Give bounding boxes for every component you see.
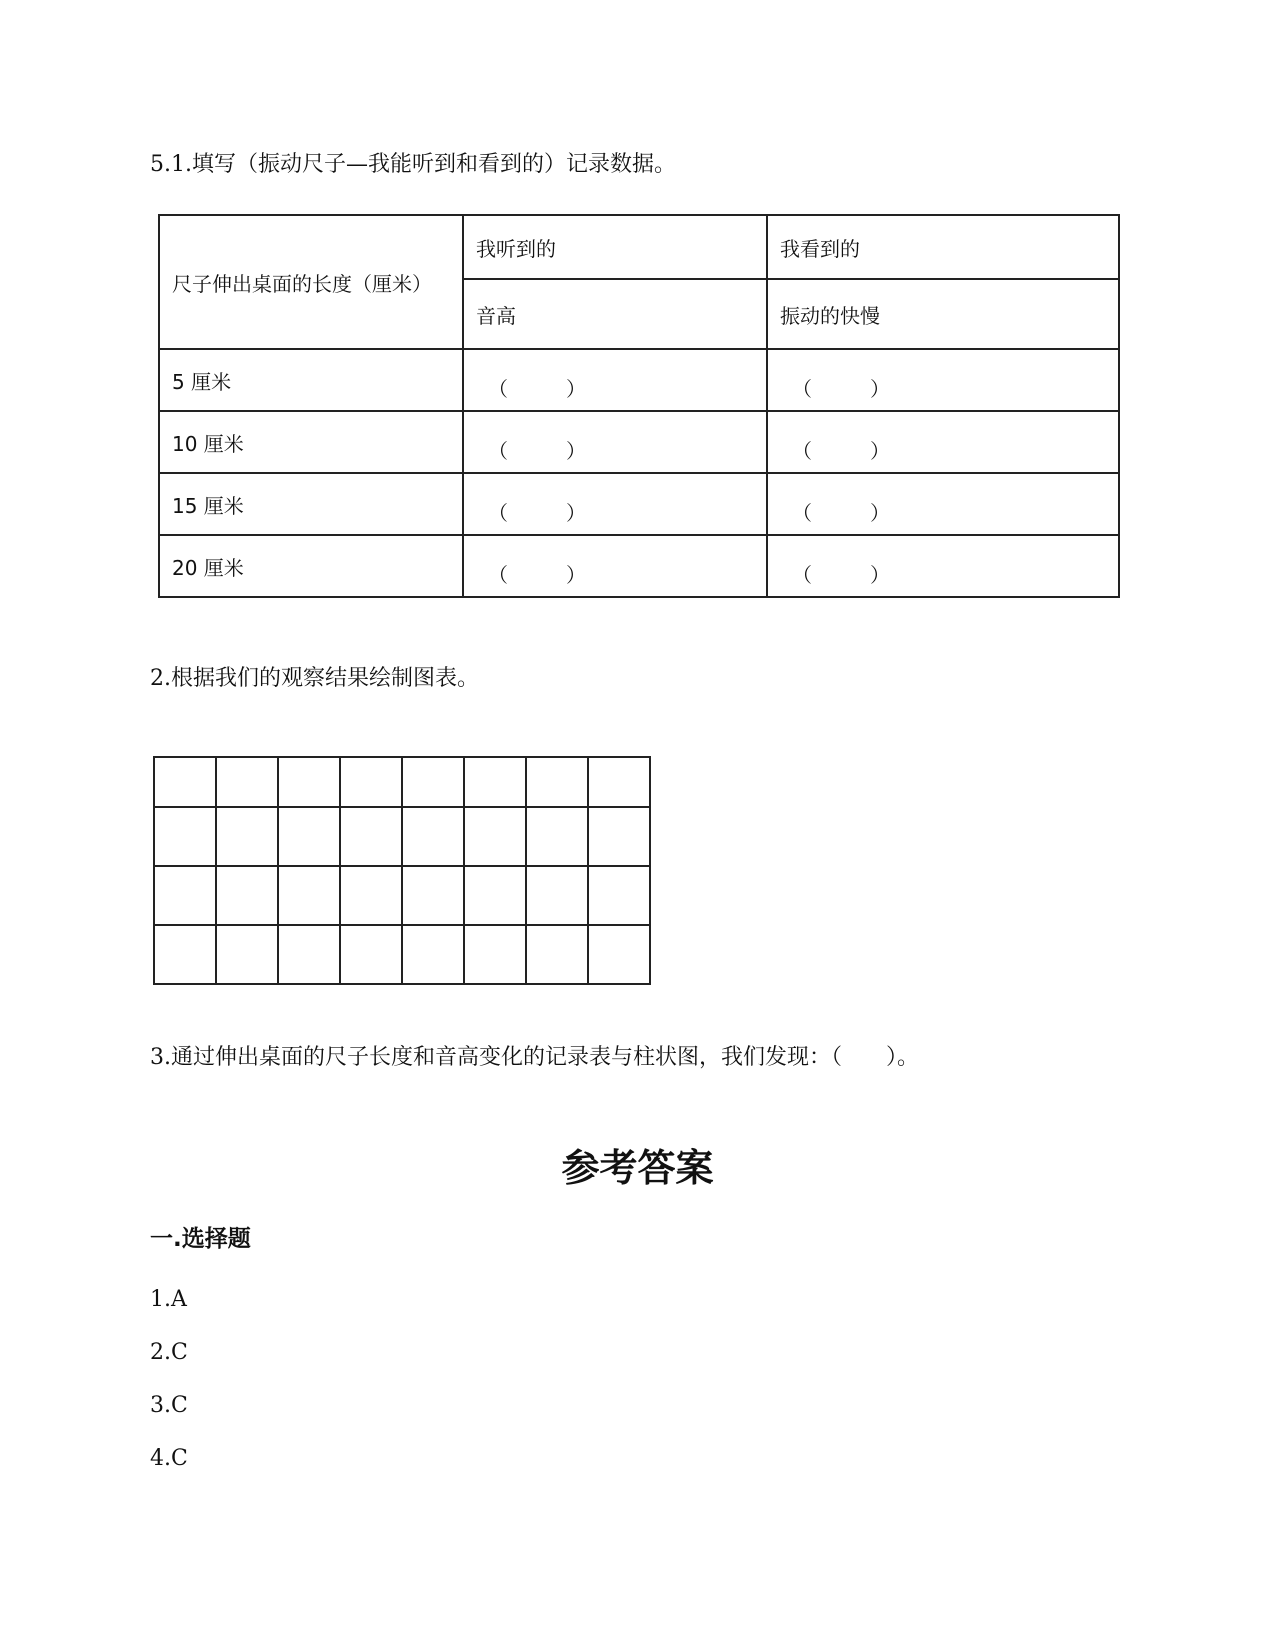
grid-cell[interactable] <box>526 866 588 925</box>
grid-cell[interactable] <box>216 757 278 807</box>
vibration-blank[interactable] <box>767 473 1119 535</box>
pitch-blank[interactable] <box>463 411 767 473</box>
grid-cell[interactable] <box>278 807 340 866</box>
row-length: 5 厘米 <box>159 349 463 411</box>
grid-cell[interactable] <box>216 866 278 925</box>
grid-cell[interactable] <box>464 925 526 984</box>
close-paren: ） <box>566 439 586 463</box>
grid-cell[interactable] <box>402 757 464 807</box>
open-paren: （ <box>488 563 508 587</box>
grid-cell[interactable] <box>526 925 588 984</box>
record-table <box>158 214 1120 598</box>
grid-cell[interactable] <box>588 757 650 807</box>
open-paren: （ <box>792 377 812 401</box>
open-paren: （ <box>792 563 812 587</box>
vibration-blank[interactable] <box>767 411 1119 473</box>
grid-cell[interactable] <box>154 757 216 807</box>
grid-cell[interactable] <box>402 866 464 925</box>
grid-cell[interactable] <box>588 807 650 866</box>
grid-cell[interactable] <box>464 757 526 807</box>
grid-cell[interactable] <box>340 807 402 866</box>
grid-cell[interactable] <box>154 866 216 925</box>
question-2-text: 2.根据我们的观察结果绘制图表。 <box>150 666 479 691</box>
pitch-blank[interactable] <box>463 473 767 535</box>
grid-cell[interactable] <box>154 807 216 866</box>
vibration-blank[interactable] <box>767 349 1119 411</box>
subheader-vibration-speed: 振动的快慢 <box>767 279 1119 349</box>
grid-cell[interactable] <box>216 925 278 984</box>
close-paren: ） <box>566 563 586 587</box>
question-1-text: 5.1.填写（振动尺子—我能听到和看到的）记录数据。 <box>150 152 676 177</box>
grid-cell[interactable] <box>526 757 588 807</box>
close-paren: ） <box>870 377 890 401</box>
pitch-blank[interactable] <box>463 535 767 597</box>
header-seen: 我看到的 <box>767 215 1119 279</box>
grid-cell[interactable] <box>340 866 402 925</box>
grid-cell[interactable] <box>588 925 650 984</box>
close-paren: ） <box>870 563 890 587</box>
header-length: 尺子伸出桌面的长度（厘米） <box>159 215 463 349</box>
answer-item: 2.C <box>150 1340 188 1365</box>
row-length: 15 厘米 <box>159 473 463 535</box>
grid-cell[interactable] <box>464 866 526 925</box>
open-paren: （ <box>792 439 812 463</box>
table-row <box>159 411 1119 473</box>
grid-cell[interactable] <box>340 757 402 807</box>
question-3-text: 3.通过伸出桌面的尺子长度和音高变化的记录表与柱状图，我们发现：（ ）。 <box>150 1045 919 1070</box>
pitch-blank[interactable] <box>463 349 767 411</box>
close-paren: ） <box>566 377 586 401</box>
close-paren: ） <box>566 501 586 525</box>
table-row <box>159 473 1119 535</box>
close-paren: ） <box>870 501 890 525</box>
blank-chart-grid[interactable] <box>153 756 651 985</box>
answer-item: 4.C <box>150 1446 188 1471</box>
section-title: 一.选择题 <box>150 1226 251 1252</box>
open-paren: （ <box>792 501 812 525</box>
grid-cell[interactable] <box>402 925 464 984</box>
open-paren: （ <box>488 377 508 401</box>
grid-cell[interactable] <box>402 807 464 866</box>
close-paren: ） <box>870 439 890 463</box>
row-length: 20 厘米 <box>159 535 463 597</box>
row-length: 10 厘米 <box>159 411 463 473</box>
answer-item: 3.C <box>150 1393 188 1418</box>
table-row <box>159 535 1119 597</box>
grid-cell[interactable] <box>278 866 340 925</box>
grid-cell[interactable] <box>278 925 340 984</box>
answers-title: 参考答案 <box>561 1146 714 1190</box>
open-paren: （ <box>488 439 508 463</box>
grid-cell[interactable] <box>588 866 650 925</box>
grid-cell[interactable] <box>526 807 588 866</box>
vibration-blank[interactable] <box>767 535 1119 597</box>
table-row <box>159 349 1119 411</box>
grid-cell[interactable] <box>278 757 340 807</box>
grid-cell[interactable] <box>154 925 216 984</box>
grid-cell[interactable] <box>216 807 278 866</box>
open-paren: （ <box>488 501 508 525</box>
header-heard: 我听到的 <box>463 215 767 279</box>
subheader-pitch: 音高 <box>463 279 767 349</box>
grid-cell[interactable] <box>464 807 526 866</box>
grid-cell[interactable] <box>340 925 402 984</box>
answer-item: 1.A <box>150 1287 187 1312</box>
